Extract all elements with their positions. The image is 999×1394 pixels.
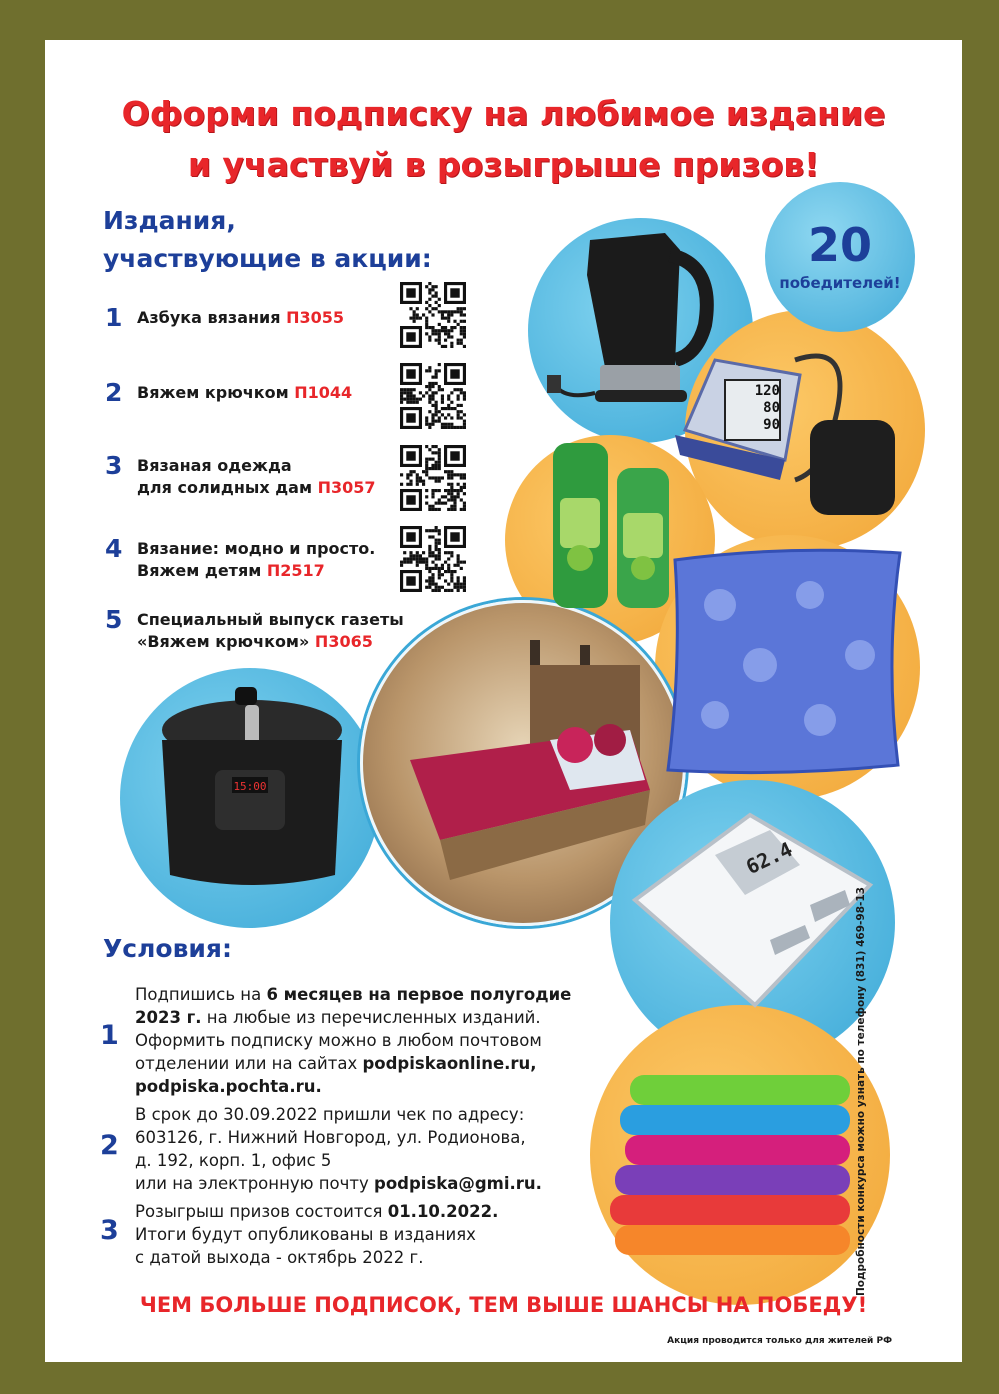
conditions-title: Условия: <box>103 934 232 963</box>
site-link-1[interactable]: podpiskaonline.ru, <box>362 1054 537 1073</box>
slogan: ЧЕМ БОЛЬШЕ ПОДПИСОК, ТЕМ ВЫШЕ ШАНСЫ НА ПОБЕДУ! <box>139 1293 868 1317</box>
publication-code: П2517 <box>266 561 325 580</box>
qr-code-4[interactable] <box>400 526 466 592</box>
publication-code: П1044 <box>294 383 353 402</box>
winners-badge <box>765 182 915 332</box>
winners-label: победителей! <box>779 274 901 292</box>
footnote: Акция проводится только для жителей РФ <box>667 1336 892 1346</box>
email-link[interactable]: podpiska@gmi.ru. <box>374 1174 542 1193</box>
publications-title: Издания, участвующие в акции: <box>103 206 432 273</box>
publication-code: П3057 <box>317 478 376 497</box>
headline-line-2: и участвуй в розыгрыше призов! <box>187 145 820 184</box>
contact-sidenote: Подробности конкурса можно узнать по телефону (831) 469-98-13 <box>855 887 867 1296</box>
headline <box>45 88 962 190</box>
towels-image <box>605 1070 870 1260</box>
publication-code: П3055 <box>286 308 345 327</box>
pillow-image <box>660 545 910 775</box>
bed-image <box>380 640 665 890</box>
winners-count: 20 <box>807 218 872 272</box>
tonometer-display <box>730 383 780 434</box>
qr-code-1[interactable] <box>400 282 466 348</box>
qr-code-2[interactable] <box>400 363 466 429</box>
tonometer-image <box>675 340 905 530</box>
qr-code-3[interactable] <box>400 445 466 511</box>
scale-display: 62.4 <box>742 836 796 880</box>
svg-text:15:00: 15:00 <box>233 780 267 793</box>
tonometer-value-3: 90 <box>763 417 780 433</box>
flyer-page: Оформи подписку на любимое издание и участвуй в розыгрыше призов! 20 победителей! 120 80 90 15:00 62.4 Издания, участвующие в акции: 1 Азбука вязания П3055 2 Вяжем крючком П1044 3 Вязаная одежда для солидных дам П3057 4 Вязание: модно и просто. Вяжем детям П2517 5 Специальный выпуск газеты «Вяжем крючком» П3065 Условия: 1 Подпишись на 6 месяцев на первое полугодие 2023 г. на любые из перечисленных изданий. Оформить подписку можно в любом почтовом отделении или на сайтах podpiskaonline.ru, podpiska.pochta.ru. 2 В срок до 30.09.2022 пришли чек по адресу: 603126, г. Нижний Новгород, ул. Родионова, д. 192, корп. 1, офис 5 или на электронную почту podpiska@gmi.ru. 3 Розыгрыш призов состоится 01.10.2022. Итоги будут опубликованы в изданиях с датой выхода - октябрь 2022 г. ЧЕМ БОЛЬШЕ ПОДПИСОК, ТЕМ ВЫШЕ ШАНСЫ НА ПОБЕДУ! Акция проводится только для жителей РФ Подробности конкурса можно узнать по телефону (831) 469-98-13 <box>45 40 962 1362</box>
scale-image <box>630 810 875 1010</box>
site-link-2[interactable]: podpiska.pochta.ru. <box>135 1077 322 1096</box>
publication-code: П3065 <box>314 632 373 651</box>
headline-line-1: Оформи подписку на любимое издание <box>121 94 886 133</box>
multicooker-image <box>140 685 365 900</box>
tonometer-value-2: 80 <box>763 400 780 416</box>
tonometer-value-1: 120 <box>754 383 780 399</box>
